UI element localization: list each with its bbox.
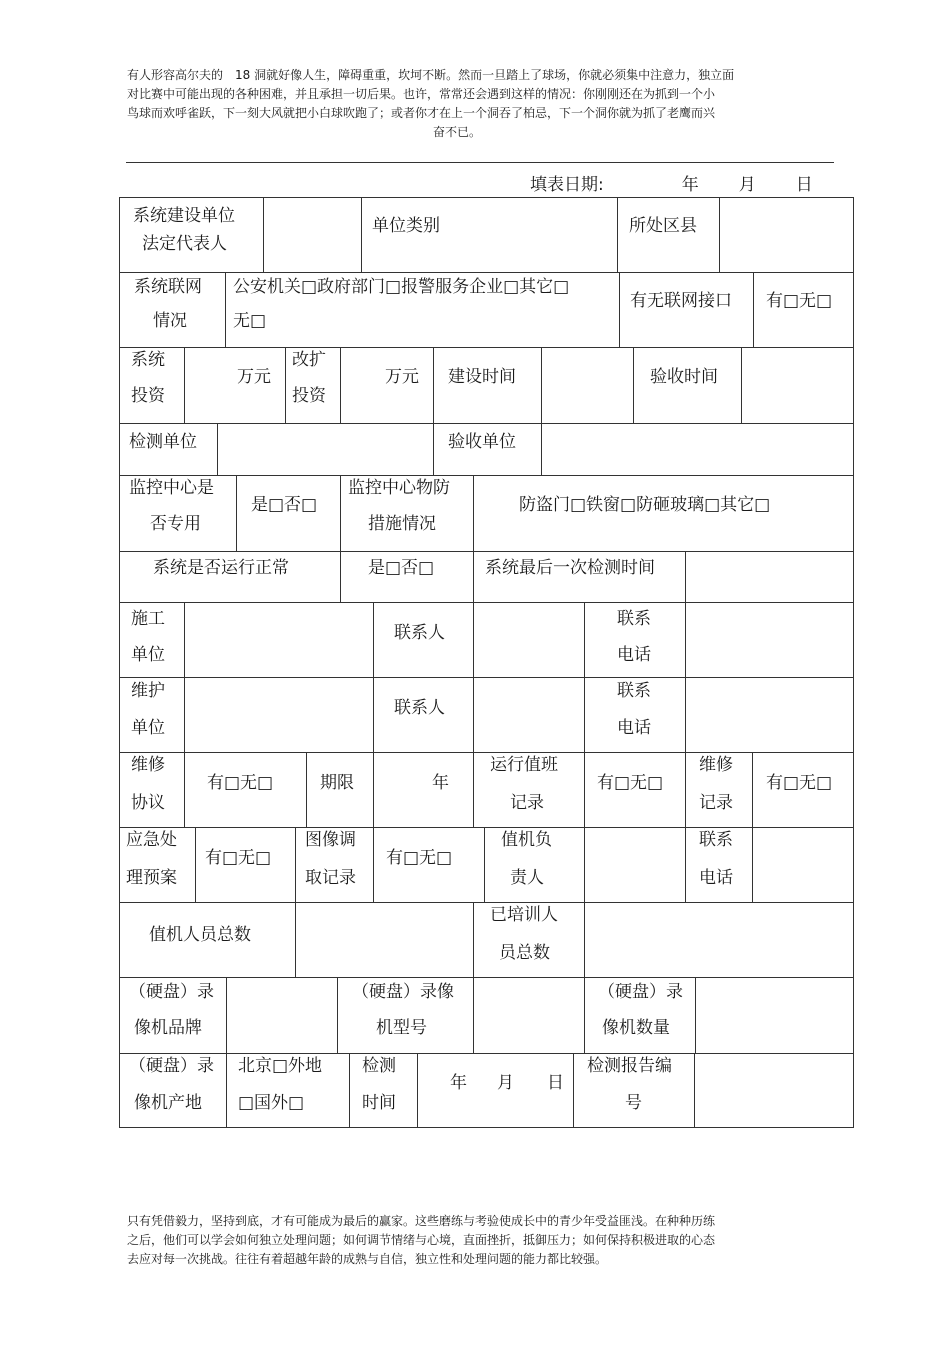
monitor-center-dedicated-options[interactable]: 是□否□ (236, 475, 340, 551)
label-monitor-center-dedicated: 监控中心是 否专用 (119, 475, 236, 551)
label-inspection-time: 检测 时间 (349, 1053, 417, 1128)
input-inspection-unit[interactable] (217, 423, 433, 475)
label-district: 所处区县 (617, 197, 719, 272)
input-construction-company[interactable] (184, 602, 373, 677)
intro-line-1: 有人形容高尔夫的 18 洞就好像人生，障碍重重，坎坷不断。然而一旦踏上了球场，你就必须集中注意力，独立面 (127, 68, 735, 82)
input-maintenance-contact[interactable] (473, 677, 584, 752)
input-duty-staff-total[interactable] (295, 902, 473, 977)
intro-line-2: 对比赛中可能出现的各种困难，并且承担一切后果。也许，常常还会遇到这样的情况：你刚刚还在为抓到一个小 (127, 87, 716, 101)
input-inspection-date[interactable]: 年 月 日 (417, 1053, 573, 1128)
label-construction-phone: 联系 电话 (584, 602, 685, 677)
recorder-origin-options[interactable]: 北京□外地 □国外□ (226, 1053, 349, 1128)
repair-agreement-options[interactable]: 有□无□ (184, 752, 306, 827)
duty-record-options[interactable]: 有□无□ (584, 752, 685, 827)
fill-date-label: 填表日期: (530, 175, 604, 195)
input-duty-phone[interactable] (752, 827, 854, 902)
label-emergency-plan: 应急处 理预案 (119, 827, 195, 902)
outro-paragraph (127, 1212, 767, 1269)
input-recorder-count[interactable] (695, 977, 854, 1053)
label-maintenance-contact: 联系人 (373, 677, 473, 752)
label-recorder-count: （硬盘）录 像机数量 (584, 977, 695, 1053)
outro-line-1: 只有凭借毅力，坚持到底，才有可能成为最后的赢家。这些磨练与考验使成长中的青少年受益匪浅。在种种历练 (127, 1214, 716, 1228)
input-duty-leader[interactable] (584, 827, 685, 902)
fill-date-line (530, 170, 813, 195)
label-maintenance-phone: 联系 电话 (584, 677, 685, 752)
date-year[interactable]: 年 (681, 175, 699, 195)
input-expansion-investment[interactable]: 万元 (340, 347, 433, 423)
system-running-options[interactable]: 是□否□ (340, 551, 473, 602)
label-recorder-origin: （硬盘）录 像机产地 (119, 1053, 226, 1128)
label-physical-protection: 监控中心物防 措施情况 (340, 475, 473, 551)
input-recorder-model[interactable] (473, 977, 584, 1053)
label-system-running-normal: 系统是否运行正常 (119, 551, 340, 602)
label-network-interface: 有无联网接口 (619, 272, 753, 347)
label-system-investment: 系统 投资 (119, 347, 184, 423)
input-build-time[interactable] (541, 347, 633, 423)
label-expansion-investment: 改扩 投资 (285, 347, 340, 423)
network-options[interactable]: 公安机关□政府部门□报警服务企业□其它□ 无□ (225, 272, 619, 347)
label-repair-agreement: 维修 协议 (119, 752, 184, 827)
repair-record-options[interactable]: 有□无□ (752, 752, 854, 827)
label-recorder-model: （硬盘）录像 机型号 (337, 977, 473, 1053)
label-recorder-brand: （硬盘）录 像机品牌 (119, 977, 226, 1053)
header-divider (126, 162, 834, 163)
network-interface-options[interactable]: 有□无□ (753, 272, 854, 347)
emergency-plan-options[interactable]: 有□无□ (195, 827, 295, 902)
label-term: 期限 (306, 752, 373, 827)
outro-line-2: 之后，他们可以学会如何独立处理问题；如何调节情绪与心境，直面挫折，抵御压力；如何保持积极进取的心态 (127, 1233, 716, 1247)
label-duty-staff-total: 值机人员总数 (119, 902, 295, 977)
input-maintenance-phone[interactable] (685, 677, 854, 752)
label-duty-record: 运行值班 记录 (473, 752, 584, 827)
registration-form-table (119, 197, 854, 1128)
input-acceptance-unit[interactable] (541, 423, 854, 475)
label-repair-record: 维修 记录 (685, 752, 752, 827)
label-construction-contact: 联系人 (373, 602, 473, 677)
intro-paragraph (127, 66, 787, 142)
input-maintenance-company[interactable] (184, 677, 373, 752)
intro-line-3: 鸟球而欢呼雀跃，下一刻大风就把小白球吹跑了；或者你才在上一个洞吞了柏忌，下一个洞你就为抓了老鹰而兴 (127, 106, 716, 120)
input-recorder-brand[interactable] (226, 977, 337, 1053)
label-last-inspection-time: 系统最后一次检测时间 (473, 551, 685, 602)
label-report-number: 检测报告编 号 (573, 1053, 694, 1128)
label-inspection-unit: 检测单位 (119, 423, 217, 475)
label-trained-staff-total: 已培训人 员总数 (473, 902, 584, 977)
label-construction-company: 施工 单位 (119, 602, 184, 677)
label-image-retrieval: 图像调 取记录 (295, 827, 373, 902)
physical-protection-options[interactable]: 防盗门□铁窗□防砸玻璃□其它□ (473, 475, 854, 551)
label-acceptance-unit: 验收单位 (433, 423, 541, 475)
date-month[interactable]: 月 (738, 175, 756, 195)
input-construction-unit[interactable] (263, 197, 361, 272)
input-report-number[interactable] (694, 1053, 854, 1128)
label-construction-unit: 系统建设单位 法定代表人 (119, 197, 263, 272)
label-acceptance-time: 验收时间 (633, 347, 741, 423)
input-term-years[interactable]: 年 (373, 752, 473, 827)
intro-line-4: 奋不已。 (432, 125, 481, 139)
input-construction-phone[interactable] (685, 602, 854, 677)
input-acceptance-time[interactable] (741, 347, 854, 423)
label-unit-category: 单位类别 (361, 197, 617, 272)
input-district[interactable] (719, 197, 854, 272)
label-duty-phone: 联系 电话 (685, 827, 752, 902)
input-trained-staff-total[interactable] (584, 902, 854, 977)
outro-line-3: 去应对每一次挑战。往往有着超越年龄的成熟与自信，独立性和处理问题的能力都比较强。 (127, 1252, 608, 1266)
input-last-inspection-time[interactable] (685, 551, 854, 602)
input-construction-contact[interactable] (473, 602, 584, 677)
label-network-status: 系统联网 情况 (119, 272, 225, 347)
label-maintenance-company: 维护 单位 (119, 677, 184, 752)
date-day[interactable]: 日 (795, 175, 813, 195)
label-duty-leader: 值机负 责人 (484, 827, 584, 902)
input-system-investment[interactable]: 万元 (184, 347, 285, 423)
label-build-time: 建设时间 (433, 347, 541, 423)
image-retrieval-options[interactable]: 有□无□ (373, 827, 484, 902)
